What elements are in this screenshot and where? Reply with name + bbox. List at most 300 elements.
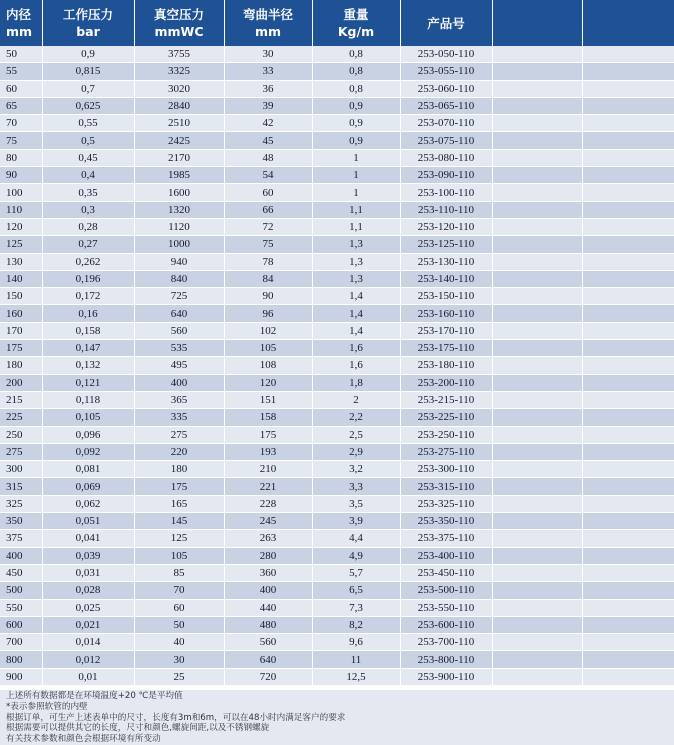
cell-product-number: 253-800-110 <box>400 651 492 668</box>
cell-empty <box>582 305 674 322</box>
cell-vacuum-pressure: 30 <box>134 651 224 668</box>
cell-inner-diameter: 140 <box>0 270 42 287</box>
cell-empty <box>582 253 674 270</box>
cell-product-number: 253-200-110 <box>400 374 492 391</box>
cell-empty <box>492 391 582 408</box>
cell-working-pressure: 0,021 <box>42 616 134 633</box>
table-row <box>0 270 674 287</box>
cell-empty <box>492 132 582 149</box>
cell-product-number: 253-120-110 <box>400 218 492 235</box>
cell-weight: 8,2 <box>312 616 400 633</box>
cell-product-number: 253-550-110 <box>400 599 492 616</box>
header-weight: 重量 Kg/m <box>312 0 400 46</box>
cell-bend-radius: 560 <box>224 634 312 651</box>
cell-empty <box>582 513 674 530</box>
cell-empty <box>492 599 582 616</box>
cell-weight: 2,2 <box>312 409 400 426</box>
cell-bend-radius: 96 <box>224 305 312 322</box>
cell-product-number: 253-275-110 <box>400 443 492 460</box>
cell-inner-diameter: 450 <box>0 564 42 581</box>
cell-weight: 1,8 <box>312 374 400 391</box>
cell-inner-diameter: 215 <box>0 391 42 408</box>
cell-empty <box>492 668 582 685</box>
cell-weight: 2,9 <box>312 443 400 460</box>
cell-inner-diameter: 315 <box>0 478 42 495</box>
cell-working-pressure: 0,039 <box>42 547 134 564</box>
table-row <box>0 478 674 495</box>
cell-weight: 0,8 <box>312 80 400 97</box>
cell-inner-diameter: 275 <box>0 443 42 460</box>
cell-working-pressure: 0,4 <box>42 167 134 184</box>
cell-bend-radius: 640 <box>224 651 312 668</box>
cell-vacuum-pressure: 2840 <box>134 97 224 114</box>
cell-bend-radius: 221 <box>224 478 312 495</box>
cell-bend-radius: 108 <box>224 357 312 374</box>
cell-empty <box>582 218 674 235</box>
table-row <box>0 357 674 374</box>
table-row <box>0 97 674 114</box>
cell-bend-radius: 45 <box>224 132 312 149</box>
cell-vacuum-pressure: 560 <box>134 322 224 339</box>
cell-empty <box>492 357 582 374</box>
cell-product-number: 253-100-110 <box>400 184 492 201</box>
cell-empty <box>582 564 674 581</box>
cell-weight: 6,5 <box>312 582 400 599</box>
cell-working-pressure: 0,118 <box>42 391 134 408</box>
cell-weight: 0,8 <box>312 46 400 63</box>
cell-inner-diameter: 130 <box>0 253 42 270</box>
table-row <box>0 322 674 339</box>
cell-empty <box>582 582 674 599</box>
cell-empty <box>582 443 674 460</box>
cell-product-number: 253-090-110 <box>400 167 492 184</box>
table-row <box>0 495 674 512</box>
cell-bend-radius: 54 <box>224 167 312 184</box>
cell-empty <box>582 530 674 547</box>
cell-vacuum-pressure: 495 <box>134 357 224 374</box>
cell-vacuum-pressure: 3755 <box>134 46 224 63</box>
cell-bend-radius: 48 <box>224 149 312 166</box>
cell-inner-diameter: 300 <box>0 461 42 478</box>
cell-working-pressure: 0,096 <box>42 426 134 443</box>
cell-empty <box>492 322 582 339</box>
cell-vacuum-pressure: 85 <box>134 564 224 581</box>
cell-product-number: 253-700-110 <box>400 634 492 651</box>
cell-weight: 1 <box>312 184 400 201</box>
cell-vacuum-pressure: 175 <box>134 478 224 495</box>
cell-weight: 4,4 <box>312 530 400 547</box>
cell-empty <box>582 322 674 339</box>
cell-empty <box>582 270 674 287</box>
cell-vacuum-pressure: 125 <box>134 530 224 547</box>
cell-weight: 1,4 <box>312 288 400 305</box>
cell-vacuum-pressure: 1120 <box>134 218 224 235</box>
cell-bend-radius: 30 <box>224 46 312 63</box>
cell-working-pressure: 0,158 <box>42 322 134 339</box>
cell-inner-diameter: 50 <box>0 46 42 63</box>
cell-weight: 3,5 <box>312 495 400 512</box>
table-row <box>0 547 674 564</box>
cell-product-number: 253-050-110 <box>400 46 492 63</box>
cell-weight: 1,4 <box>312 322 400 339</box>
cell-empty <box>492 426 582 443</box>
cell-working-pressure: 0,9 <box>42 46 134 63</box>
cell-weight: 1,4 <box>312 305 400 322</box>
cell-product-number: 253-070-110 <box>400 115 492 132</box>
cell-empty <box>582 236 674 253</box>
cell-bend-radius: 228 <box>224 495 312 512</box>
cell-working-pressure: 0,28 <box>42 218 134 235</box>
table-row <box>0 409 674 426</box>
cell-product-number: 253-400-110 <box>400 547 492 564</box>
table-row <box>0 46 674 63</box>
table-row <box>0 599 674 616</box>
cell-inner-diameter: 65 <box>0 97 42 114</box>
cell-empty <box>492 305 582 322</box>
cell-vacuum-pressure: 2510 <box>134 115 224 132</box>
cell-weight: 2,5 <box>312 426 400 443</box>
cell-inner-diameter: 400 <box>0 547 42 564</box>
cell-product-number: 253-130-110 <box>400 253 492 270</box>
cell-inner-diameter: 70 <box>0 115 42 132</box>
cell-vacuum-pressure: 105 <box>134 547 224 564</box>
cell-empty <box>582 495 674 512</box>
cell-inner-diameter: 175 <box>0 340 42 357</box>
cell-vacuum-pressure: 220 <box>134 443 224 460</box>
table-row <box>0 443 674 460</box>
cell-weight: 1,6 <box>312 357 400 374</box>
cell-product-number: 253-075-110 <box>400 132 492 149</box>
cell-bend-radius: 66 <box>224 201 312 218</box>
cell-empty <box>492 236 582 253</box>
cell-weight: 11 <box>312 651 400 668</box>
cell-weight: 3,2 <box>312 461 400 478</box>
cell-inner-diameter: 700 <box>0 634 42 651</box>
cell-vacuum-pressure: 50 <box>134 616 224 633</box>
cell-inner-diameter: 100 <box>0 184 42 201</box>
table-row <box>0 426 674 443</box>
cell-bend-radius: 210 <box>224 461 312 478</box>
cell-inner-diameter: 200 <box>0 374 42 391</box>
cell-weight: 12,5 <box>312 668 400 685</box>
cell-bend-radius: 72 <box>224 218 312 235</box>
cell-vacuum-pressure: 1600 <box>134 184 224 201</box>
cell-empty <box>492 184 582 201</box>
table-row <box>0 530 674 547</box>
footnote-line: 上述所有数据都是在环境温度+20 ℃是平均值 <box>6 691 183 701</box>
cell-empty <box>492 253 582 270</box>
cell-inner-diameter: 90 <box>0 167 42 184</box>
table-row <box>0 651 674 668</box>
header-empty-2 <box>582 0 674 46</box>
cell-empty <box>492 634 582 651</box>
cell-inner-diameter: 800 <box>0 651 42 668</box>
cell-empty <box>582 599 674 616</box>
cell-vacuum-pressure: 145 <box>134 513 224 530</box>
cell-product-number: 253-110-110 <box>400 201 492 218</box>
cell-vacuum-pressure: 25 <box>134 668 224 685</box>
cell-empty <box>492 201 582 218</box>
cell-working-pressure: 0,625 <box>42 97 134 114</box>
table-header <box>0 0 674 46</box>
cell-working-pressure: 0,815 <box>42 63 134 80</box>
cell-working-pressure: 0,27 <box>42 236 134 253</box>
cell-bend-radius: 90 <box>224 288 312 305</box>
cell-product-number: 253-600-110 <box>400 616 492 633</box>
cell-weight: 1,3 <box>312 270 400 287</box>
cell-empty <box>492 97 582 114</box>
header-vacuum-pressure: 真空压力 mmWC <box>134 0 224 46</box>
cell-bend-radius: 39 <box>224 97 312 114</box>
cell-empty <box>582 478 674 495</box>
table-row <box>0 461 674 478</box>
cell-vacuum-pressure: 725 <box>134 288 224 305</box>
cell-empty <box>582 547 674 564</box>
cell-vacuum-pressure: 40 <box>134 634 224 651</box>
cell-bend-radius: 151 <box>224 391 312 408</box>
cell-working-pressure: 0,081 <box>42 461 134 478</box>
cell-bend-radius: 245 <box>224 513 312 530</box>
header-empty-1 <box>492 0 582 46</box>
table-row <box>0 115 674 132</box>
cell-product-number: 253-055-110 <box>400 63 492 80</box>
cell-weight: 1 <box>312 167 400 184</box>
cell-empty <box>582 132 674 149</box>
cell-empty <box>582 115 674 132</box>
cell-bend-radius: 78 <box>224 253 312 270</box>
cell-working-pressure: 0,105 <box>42 409 134 426</box>
cell-weight: 0,9 <box>312 97 400 114</box>
cell-bend-radius: 400 <box>224 582 312 599</box>
cell-weight: 9,6 <box>312 634 400 651</box>
cell-product-number: 253-065-110 <box>400 97 492 114</box>
cell-empty <box>582 167 674 184</box>
cell-vacuum-pressure: 1000 <box>134 236 224 253</box>
footnote-line: 有关技术参数和颜色会根据环境有所变动 <box>6 734 161 745</box>
cell-empty <box>492 513 582 530</box>
table-row <box>0 184 674 201</box>
cell-product-number: 253-300-110 <box>400 461 492 478</box>
cell-inner-diameter: 60 <box>0 80 42 97</box>
cell-empty <box>492 582 582 599</box>
footnote-line: *表示参照软管的内壁 <box>6 701 88 712</box>
cell-empty <box>492 63 582 80</box>
cell-bend-radius: 75 <box>224 236 312 253</box>
cell-working-pressure: 0,16 <box>42 305 134 322</box>
cell-vacuum-pressure: 365 <box>134 391 224 408</box>
cell-inner-diameter: 250 <box>0 426 42 443</box>
cell-weight: 0,9 <box>312 115 400 132</box>
cell-empty <box>582 184 674 201</box>
cell-empty <box>582 461 674 478</box>
cell-vacuum-pressure: 1320 <box>134 201 224 218</box>
cell-vacuum-pressure: 640 <box>134 305 224 322</box>
footnote-line: 根据需要可以提供其它的长度，尺寸和颜色,螺旋间距,以及不锈钢螺旋 <box>6 723 270 734</box>
cell-vacuum-pressure: 180 <box>134 461 224 478</box>
cell-empty <box>582 63 674 80</box>
table-row <box>0 391 674 408</box>
cell-inner-diameter: 160 <box>0 305 42 322</box>
header-product-number: 产品号 <box>400 0 492 46</box>
cell-weight: 5,7 <box>312 564 400 581</box>
cell-weight: 3,3 <box>312 478 400 495</box>
cell-empty <box>492 340 582 357</box>
cell-empty <box>492 115 582 132</box>
cell-inner-diameter: 375 <box>0 530 42 547</box>
cell-weight: 1,3 <box>312 253 400 270</box>
cell-empty <box>582 668 674 685</box>
cell-empty <box>582 149 674 166</box>
cell-product-number: 253-060-110 <box>400 80 492 97</box>
table-row <box>0 582 674 599</box>
cell-product-number: 253-900-110 <box>400 668 492 685</box>
cell-bend-radius: 102 <box>224 322 312 339</box>
cell-inner-diameter: 170 <box>0 322 42 339</box>
cell-product-number: 253-225-110 <box>400 409 492 426</box>
cell-product-number: 253-180-110 <box>400 357 492 374</box>
cell-working-pressure: 0,262 <box>42 253 134 270</box>
cell-inner-diameter: 550 <box>0 599 42 616</box>
cell-product-number: 253-215-110 <box>400 391 492 408</box>
cell-empty <box>492 270 582 287</box>
cell-empty <box>582 616 674 633</box>
cell-working-pressure: 0,3 <box>42 201 134 218</box>
cell-empty <box>582 409 674 426</box>
cell-vacuum-pressure: 840 <box>134 270 224 287</box>
cell-product-number: 253-325-110 <box>400 495 492 512</box>
cell-empty <box>582 288 674 305</box>
cell-inner-diameter: 900 <box>0 668 42 685</box>
cell-empty <box>492 288 582 305</box>
cell-working-pressure: 0,55 <box>42 115 134 132</box>
cell-working-pressure: 0,132 <box>42 357 134 374</box>
cell-working-pressure: 0,069 <box>42 478 134 495</box>
cell-bend-radius: 84 <box>224 270 312 287</box>
cell-bend-radius: 263 <box>224 530 312 547</box>
cell-working-pressure: 0,5 <box>42 132 134 149</box>
header-working-pressure: 工作压力 bar <box>42 0 134 46</box>
cell-empty <box>492 547 582 564</box>
table-row <box>0 149 674 166</box>
table-body <box>0 46 674 685</box>
cell-vacuum-pressure: 2170 <box>134 149 224 166</box>
cell-working-pressure: 0,172 <box>42 288 134 305</box>
cell-weight: 1,3 <box>312 236 400 253</box>
cell-weight: 1,1 <box>312 201 400 218</box>
cell-inner-diameter: 180 <box>0 357 42 374</box>
cell-product-number: 253-160-110 <box>400 305 492 322</box>
cell-empty <box>492 80 582 97</box>
cell-product-number: 253-080-110 <box>400 149 492 166</box>
cell-working-pressure: 0,35 <box>42 184 134 201</box>
cell-working-pressure: 0,014 <box>42 634 134 651</box>
cell-working-pressure: 0,121 <box>42 374 134 391</box>
cell-empty <box>582 426 674 443</box>
cell-product-number: 253-350-110 <box>400 513 492 530</box>
cell-empty <box>582 391 674 408</box>
cell-working-pressure: 0,051 <box>42 513 134 530</box>
table-row <box>0 132 674 149</box>
cell-inner-diameter: 120 <box>0 218 42 235</box>
cell-vacuum-pressure: 3020 <box>134 80 224 97</box>
cell-working-pressure: 0,092 <box>42 443 134 460</box>
table-row <box>0 218 674 235</box>
cell-empty <box>582 374 674 391</box>
cell-product-number: 253-375-110 <box>400 530 492 547</box>
cell-empty <box>582 80 674 97</box>
cell-vacuum-pressure: 165 <box>134 495 224 512</box>
cell-empty <box>492 616 582 633</box>
cell-weight: 7,3 <box>312 599 400 616</box>
cell-bend-radius: 175 <box>224 426 312 443</box>
cell-empty <box>582 46 674 63</box>
table-row <box>0 201 674 218</box>
cell-inner-diameter: 500 <box>0 582 42 599</box>
cell-product-number: 253-450-110 <box>400 564 492 581</box>
cell-bend-radius: 120 <box>224 374 312 391</box>
table-row <box>0 288 674 305</box>
table-row <box>0 236 674 253</box>
cell-inner-diameter: 110 <box>0 201 42 218</box>
header-bend-radius: 弯曲半径 mm <box>224 0 312 46</box>
cell-empty <box>492 530 582 547</box>
cell-empty <box>582 201 674 218</box>
cell-vacuum-pressure: 2425 <box>134 132 224 149</box>
cell-vacuum-pressure: 70 <box>134 582 224 599</box>
cell-bend-radius: 33 <box>224 63 312 80</box>
header-inner-diameter: 内径 mm <box>0 0 42 46</box>
cell-weight: 1,1 <box>312 218 400 235</box>
cell-weight: 0,8 <box>312 63 400 80</box>
cell-empty <box>492 495 582 512</box>
cell-weight: 2 <box>312 391 400 408</box>
table-row <box>0 63 674 80</box>
cell-product-number: 253-150-110 <box>400 288 492 305</box>
cell-inner-diameter: 55 <box>0 63 42 80</box>
cell-inner-diameter: 600 <box>0 616 42 633</box>
cell-working-pressure: 0,012 <box>42 651 134 668</box>
cell-bend-radius: 60 <box>224 184 312 201</box>
cell-empty <box>492 651 582 668</box>
cell-bend-radius: 193 <box>224 443 312 460</box>
cell-empty <box>492 478 582 495</box>
cell-working-pressure: 0,7 <box>42 80 134 97</box>
cell-vacuum-pressure: 535 <box>134 340 224 357</box>
cell-empty <box>492 409 582 426</box>
cell-working-pressure: 0,147 <box>42 340 134 357</box>
table-row <box>0 616 674 633</box>
table-row <box>0 634 674 651</box>
cell-inner-diameter: 150 <box>0 288 42 305</box>
cell-working-pressure: 0,45 <box>42 149 134 166</box>
cell-bend-radius: 42 <box>224 115 312 132</box>
cell-working-pressure: 0,196 <box>42 270 134 287</box>
cell-product-number: 253-140-110 <box>400 270 492 287</box>
cell-empty <box>582 357 674 374</box>
cell-working-pressure: 0,031 <box>42 564 134 581</box>
cell-bend-radius: 480 <box>224 616 312 633</box>
cell-bend-radius: 158 <box>224 409 312 426</box>
cell-empty <box>492 374 582 391</box>
cell-bend-radius: 360 <box>224 564 312 581</box>
cell-inner-diameter: 350 <box>0 513 42 530</box>
cell-weight: 1 <box>312 149 400 166</box>
cell-inner-diameter: 75 <box>0 132 42 149</box>
table-row <box>0 305 674 322</box>
cell-empty <box>582 651 674 668</box>
table-row <box>0 374 674 391</box>
cell-working-pressure: 0,025 <box>42 599 134 616</box>
